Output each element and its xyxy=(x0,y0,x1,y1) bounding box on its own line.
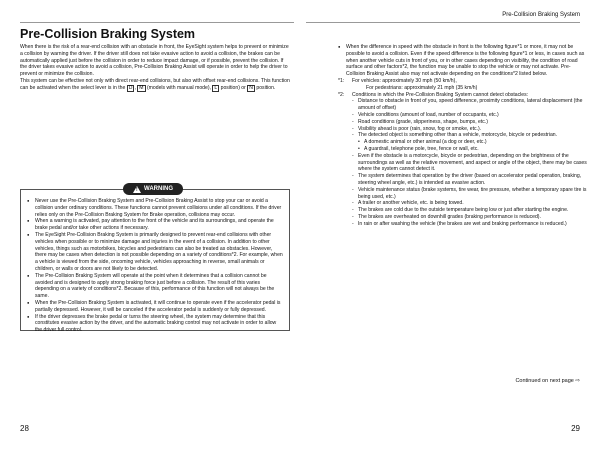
header-rule xyxy=(20,22,294,23)
note-2-intro: Conditions in which the Pre-Collision Braking System cannot detect obstacles: xyxy=(352,91,529,98)
warning-triangle-icon: ! xyxy=(133,186,141,193)
condition-item: - Road conditions (grade, slipperiness, shape, bumps, etc.) xyxy=(352,119,588,126)
right-page xyxy=(300,0,600,450)
condition-item: - Vehicle maintenance status (brake systems, tire wear, tire pressure, whether a temporary spare tire is being used, etc.) xyxy=(352,187,588,201)
condition-item: - Even if the obstacle is a motorcycle, bicycle or pedestrian, depending on the brightness of the surroundings as well as the relative movement, and aspect or angle of the object, there may be cases where the system cannot detect it. xyxy=(352,153,588,173)
warning-list xyxy=(27,198,283,334)
condition-item: - Vehicle conditions (amount of load, number of occupants, etc.) xyxy=(352,112,588,119)
warning-item: ● When the Pre-Collision Braking System is activated, it will continue to operate even if the accelerator pedal is partially depressed. However, it will be canceled if the accelerator pedal is suddenly or fully depressed. xyxy=(27,300,283,314)
condition-item: - The system determines that operation by the driver (based on accelerator pedal operation, braking, steering wheel angle, etc.) is intended as evasive action. xyxy=(352,173,588,187)
condition-item: - The brakes are overheated on downhill grades (braking performance is reduced). xyxy=(352,214,588,221)
page-title: Pre-Collision Braking System xyxy=(20,27,196,41)
warning-item: ● The Pre-Collision Braking System will operate at the point when it determines that a collision cannot be avoided and is designed to apply strong braking force just before a collision. The result of this varies depending on a variety of conditions*2. Because of this, performance of this function will not always be the same. xyxy=(27,273,283,300)
key-d: D xyxy=(128,84,133,91)
intro-text-b: (models with manual mode), xyxy=(146,84,211,91)
note-2 xyxy=(338,92,588,228)
note-1-line: For pedestrians: approximately 21 mph (35 km/h) xyxy=(366,84,478,91)
condition-item: - Visibility ahead is poor (rain, snow, fog or smoke, etc.). xyxy=(352,126,588,133)
condition-item: - In rain or after washing the vehicle (the brakes are wet and braking performance is reduced.) xyxy=(352,221,588,228)
intro-text-d: position. xyxy=(256,84,276,91)
header-rule xyxy=(306,22,580,23)
running-head: Pre-Collision Braking System xyxy=(502,12,580,18)
continued-notice: Continued on next page ⇨ xyxy=(515,378,580,384)
warning-item: ● Never use the Pre-Collision Braking System and Pre-Collision Braking Assist to stop your car or avoid a collision under ordinary conditions. These functions cannot prevent collisions under all conditions. If the driver relies only on the Pre-Collision Braking System for Brake operation, collisions may occur. xyxy=(27,198,283,218)
intro-text-a: This system can be effective not only with direct rear-end collisions, but also with offset rear-end collisions. This function can be activated when the select lever is in the xyxy=(20,77,290,91)
note-1-label: *1: xyxy=(338,77,345,84)
condition-subitem: • A domestic animal or other animal (a dog or deer, etc.) xyxy=(352,139,588,146)
right-column xyxy=(338,44,588,228)
note-1 xyxy=(338,78,588,92)
condition-item: - The detected object is something other than a vehicle, motorcycle, bicycle or pedestrian. xyxy=(352,132,588,139)
note-1-line: For vehicles: approximately 30 mph (50 km/h), xyxy=(352,77,457,84)
warning-item: ● When a warning is activated, pay attention to the front of the vehicle and its surroundings, and operate the brake pedal and/or take other actions if necessary. xyxy=(27,218,283,232)
speed-bullet: ● When the difference in speed with the obstacle in front is the following figure*1 or more, it may not be possible to avoid a collision. Even if the speed difference is the following figure*1 or less, in cases such as when another vehicle cuts in front of you, or in other cases depending on visibility, the condition of road surface and other factors*2, the function may be unable to stop the vehicle or may not activate. Pre-Collision Braking Assist also may not activate depending on the conditions*2 listed below. xyxy=(338,44,588,78)
note-2-label: *2: xyxy=(338,91,345,98)
page-number: 29 xyxy=(571,424,580,433)
key-n: N xyxy=(249,84,253,91)
key-l: L xyxy=(214,84,218,91)
warning-item: ● If the driver depresses the brake pedal or turns the steering wheel, the system may determine that this constitutes evasive action by the driver, and the automatic braking control may not activate in order to allow the driver full control. xyxy=(27,314,283,334)
page-number: 28 xyxy=(20,424,29,433)
intro-text xyxy=(20,44,290,92)
warning-item: ● The EyeSight Pre-Collision Braking System is primarily designed to prevent rear-end collisions with other vehicles when possible or to minimize damage and injuries in the event of a collision. In addition to other vehicles, things such as motorbikes, bicycles and pedestrians can also be treated as obstacles. However, there may be cases when detection is not possible depending on a variety of conditions*2. For example, when a vehicle is viewed from the side, oncoming vehicle, vehicles approaching in reverse, small animals or children, or walls or doors are not likely to be detected. xyxy=(27,232,283,273)
intro-paragraph-1: When there is the risk of a rear-end collision with an obstacle in front, the EyeSight system helps to prevent or minimize a collision by warning the driver. If the driver still does not take evasive action to avoid a collision, the brakes can be automatically applied just before the collision in order to reduce impact damage, or if possible, prevent the collision. If the driver takes evasive action to avoid a collision, Pre-Collision Braking Assist will operate in order to help the driver to prevent or minimize the collision. xyxy=(20,44,289,78)
key-m: M xyxy=(139,84,144,91)
warning-badge xyxy=(123,183,183,195)
warning-label: WARNING xyxy=(144,186,173,192)
condition-item: - A trailer or another vehicle, etc. is being towed. xyxy=(352,200,588,207)
intro-paragraph-2: This system can be effective not only with direct rear-end collisions, but also with offset rear-end collisions. This function can be activated when the select lever is in the D , M (models with manual mode), L position) or N position. xyxy=(20,77,290,91)
condition-item: - The brakes are cold due to the outside temperature being low or just after starting the engine. xyxy=(352,207,588,214)
condition-subitem: • A guardrail, telephone pole, tree, fence or wall, etc. xyxy=(352,146,588,153)
intro-text-c: position) or xyxy=(220,84,246,91)
condition-item: - Distance to obstacle in front of you, speed difference, proximity conditions, lateral displacement (the amount of offset) xyxy=(352,98,588,112)
